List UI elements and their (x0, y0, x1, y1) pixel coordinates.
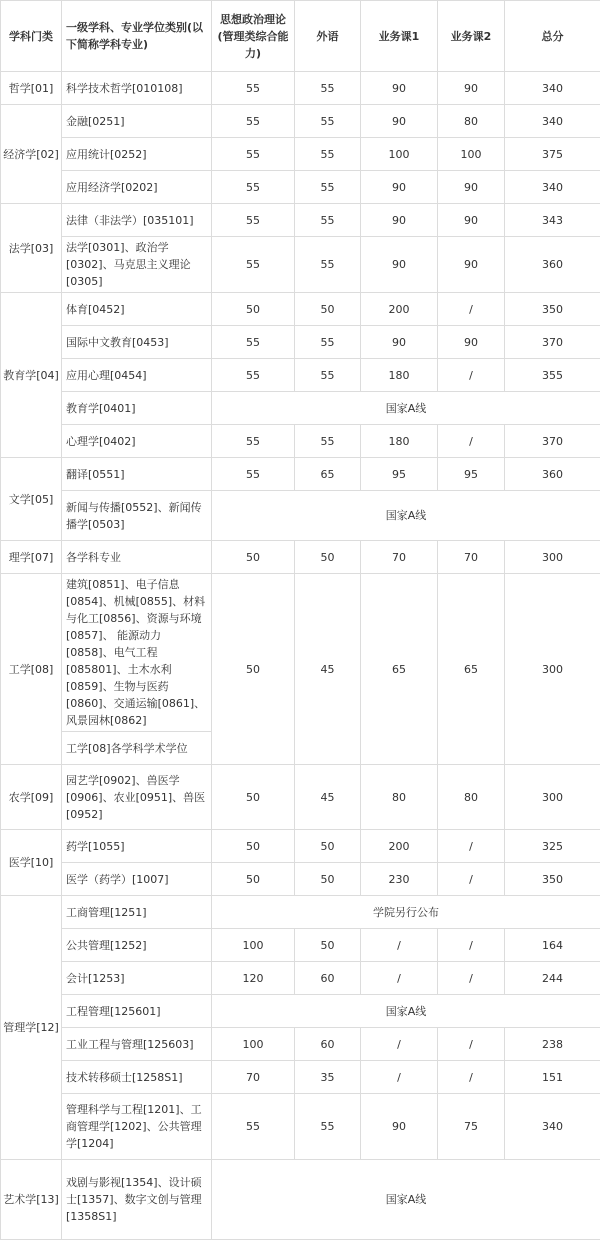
major-cell: 体育[0452] (62, 293, 212, 326)
score-course-1: 90 (361, 72, 438, 105)
table-row (1, 204, 600, 237)
score-politics: 55 (212, 204, 295, 237)
score-course-1: 90 (361, 171, 438, 204)
score-course-2: / (438, 929, 505, 962)
major-cell: 金融[0251] (62, 105, 212, 138)
table-row (1, 72, 600, 105)
score-politics: 55 (212, 1094, 295, 1160)
table-row (1, 171, 600, 204)
table-row (1, 896, 600, 929)
category-cell: 管理学[12] (1, 896, 62, 1160)
score-course-2: / (438, 425, 505, 458)
category-cell: 工学[08] (1, 574, 62, 765)
score-course-1: 180 (361, 425, 438, 458)
score-politics: 55 (212, 105, 295, 138)
score-foreign-language: 55 (295, 237, 361, 293)
score-politics: 70 (212, 1061, 295, 1094)
table-row (1, 1094, 600, 1160)
score-total: 350 (505, 863, 600, 896)
major-cell: 技术转移硕士[1258S1] (62, 1061, 212, 1094)
note-cell: 国家A线 (212, 995, 600, 1028)
score-foreign-language: 50 (295, 929, 361, 962)
category-cell: 哲学[01] (1, 72, 62, 105)
score-course-2: 75 (438, 1094, 505, 1160)
score-politics: 55 (212, 138, 295, 171)
major-cell: 应用统计[0252] (62, 138, 212, 171)
header-row (1, 1, 600, 72)
score-total: 300 (505, 574, 600, 765)
score-course-2: / (438, 962, 505, 995)
table-row (1, 962, 600, 995)
header-total: 总分 (505, 1, 600, 72)
score-total: 370 (505, 326, 600, 359)
score-politics: 55 (212, 326, 295, 359)
score-politics: 100 (212, 1028, 295, 1061)
score-foreign-language: 55 (295, 359, 361, 392)
major-cell: 翻译[0551] (62, 458, 212, 491)
score-course-1: 200 (361, 830, 438, 863)
major-cell: 工程管理[125601] (62, 995, 212, 1028)
score-politics: 55 (212, 458, 295, 491)
score-politics: 55 (212, 237, 295, 293)
score-total: 164 (505, 929, 600, 962)
category-cell: 农学[09] (1, 765, 62, 830)
score-course-2: / (438, 863, 505, 896)
major-cell: 新闻与传播[0552]、新闻传播学[0503] (62, 491, 212, 541)
score-course-1: 90 (361, 237, 438, 293)
header-politics: 思想政治理论(管理类综合能力) (212, 1, 295, 72)
major-cell: 法学[0301]、政治学[0302]、马克思主义理论[0305] (62, 237, 212, 293)
major-cell: 戏剧与影视[1354]、设计硕士[1357]、数字文创与管理[1358S1] (62, 1160, 212, 1240)
score-total: 300 (505, 765, 600, 830)
score-course-1: 90 (361, 204, 438, 237)
table-row (1, 392, 600, 425)
major-cell: 应用经济学[0202] (62, 171, 212, 204)
category-cell: 医学[10] (1, 830, 62, 896)
table-row (1, 326, 600, 359)
score-foreign-language: 55 (295, 1094, 361, 1160)
score-politics: 55 (212, 171, 295, 204)
score-course-2: 90 (438, 204, 505, 237)
score-course-2: 65 (438, 574, 505, 765)
score-politics: 100 (212, 929, 295, 962)
score-course-2: / (438, 1028, 505, 1061)
major-cell: 公共管理[1252] (62, 929, 212, 962)
score-total: 238 (505, 1028, 600, 1061)
score-course-2: 100 (438, 138, 505, 171)
score-foreign-language: 35 (295, 1061, 361, 1094)
score-course-2: / (438, 293, 505, 326)
table-row (1, 541, 600, 574)
score-total: 300 (505, 541, 600, 574)
score-foreign-language: 45 (295, 574, 361, 765)
major-cell: 法律（非法学）[035101] (62, 204, 212, 237)
score-course-1: 70 (361, 541, 438, 574)
score-course-1: 80 (361, 765, 438, 830)
score-course-2: / (438, 1061, 505, 1094)
major-cell: 工学[08]各学科学术学位 (62, 732, 212, 765)
table-row (1, 105, 600, 138)
score-total: 151 (505, 1061, 600, 1094)
score-course-2: 90 (438, 326, 505, 359)
table-row (1, 1061, 600, 1094)
category-cell: 经济学[02] (1, 105, 62, 204)
category-cell: 教育学[04] (1, 293, 62, 458)
major-cell: 建筑[0851]、电子信息[0854]、机械[0855]、材料与化工[0856]、资源与环境[0857]、 能源动力[0858]、电气工程[085801]、土木水利[0859]、生物与医药[0860]、交通运输[0861]、风景园林[0862] (62, 574, 212, 732)
note-cell: 国家A线 (212, 1160, 600, 1240)
major-cell: 国际中文教育[0453] (62, 326, 212, 359)
header-category: 学科门类 (1, 1, 62, 72)
score-course-1: / (361, 929, 438, 962)
table-row (1, 237, 600, 293)
header-course-2: 业务课2 (438, 1, 505, 72)
score-total: 340 (505, 105, 600, 138)
score-total: 343 (505, 204, 600, 237)
score-course-2: 80 (438, 765, 505, 830)
score-foreign-language: 55 (295, 72, 361, 105)
score-course-2: / (438, 830, 505, 863)
major-cell: 各学科专业 (62, 541, 212, 574)
table-row (1, 830, 600, 863)
score-course-1: / (361, 962, 438, 995)
category-cell: 艺术学[13] (1, 1160, 62, 1240)
score-course-2: 90 (438, 237, 505, 293)
table-row (1, 574, 600, 732)
major-cell: 心理学[0402] (62, 425, 212, 458)
category-cell: 文学[05] (1, 458, 62, 541)
major-cell: 应用心理[0454] (62, 359, 212, 392)
table-row (1, 1028, 600, 1061)
score-course-1: 65 (361, 574, 438, 765)
score-total: 360 (505, 458, 600, 491)
score-course-1: / (361, 1028, 438, 1061)
category-cell: 理学[07] (1, 541, 62, 574)
table-row (1, 138, 600, 171)
major-cell: 工业工程与管理[125603] (62, 1028, 212, 1061)
category-cell: 法学[03] (1, 204, 62, 293)
major-cell: 科学技术哲学[010108] (62, 72, 212, 105)
score-total: 340 (505, 72, 600, 105)
score-course-1: 230 (361, 863, 438, 896)
major-cell: 教育学[0401] (62, 392, 212, 425)
score-total: 244 (505, 962, 600, 995)
table-row (1, 863, 600, 896)
score-total: 375 (505, 138, 600, 171)
score-foreign-language: 55 (295, 326, 361, 359)
score-course-1: 200 (361, 293, 438, 326)
score-foreign-language: 55 (295, 204, 361, 237)
score-politics: 50 (212, 863, 295, 896)
major-cell: 工商管理[1251] (62, 896, 212, 929)
score-course-1: 95 (361, 458, 438, 491)
score-politics: 50 (212, 765, 295, 830)
score-total: 350 (505, 293, 600, 326)
score-course-2: 80 (438, 105, 505, 138)
score-course-1: 90 (361, 326, 438, 359)
score-foreign-language: 55 (295, 171, 361, 204)
score-foreign-language: 55 (295, 105, 361, 138)
score-total: 340 (505, 171, 600, 204)
score-politics: 55 (212, 72, 295, 105)
score-politics: 50 (212, 541, 295, 574)
note-cell: 国家A线 (212, 491, 600, 541)
score-foreign-language: 65 (295, 458, 361, 491)
score-foreign-language: 60 (295, 1028, 361, 1061)
score-course-2: 90 (438, 171, 505, 204)
score-course-2: / (438, 359, 505, 392)
score-course-1: 90 (361, 105, 438, 138)
table-row (1, 425, 600, 458)
major-cell: 会计[1253] (62, 962, 212, 995)
major-cell: 管理科学与工程[1201]、工商管理学[1202]、公共管理学[1204] (62, 1094, 212, 1160)
score-foreign-language: 60 (295, 962, 361, 995)
major-cell: 园艺学[0902]、兽医学[0906]、农业[0951]、兽医[0952] (62, 765, 212, 830)
score-course-1: / (361, 1061, 438, 1094)
score-politics: 55 (212, 359, 295, 392)
score-politics: 55 (212, 425, 295, 458)
score-course-2: 90 (438, 72, 505, 105)
score-foreign-language: 45 (295, 765, 361, 830)
score-politics: 50 (212, 830, 295, 863)
score-politics: 120 (212, 962, 295, 995)
table-row (1, 765, 600, 830)
score-foreign-language: 50 (295, 830, 361, 863)
major-cell: 医学（药学）[1007] (62, 863, 212, 896)
score-course-2: 95 (438, 458, 505, 491)
score-foreign-language: 50 (295, 293, 361, 326)
score-total: 340 (505, 1094, 600, 1160)
score-politics: 50 (212, 293, 295, 326)
score-foreign-language: 55 (295, 138, 361, 171)
score-foreign-language: 50 (295, 541, 361, 574)
score-foreign-language: 50 (295, 863, 361, 896)
note-cell: 学院另行公布 (212, 896, 600, 929)
score-politics: 50 (212, 574, 295, 765)
table-row (1, 491, 600, 541)
score-course-1: 100 (361, 138, 438, 171)
table-row (1, 458, 600, 491)
score-course-1: 180 (361, 359, 438, 392)
table-row (1, 359, 600, 392)
header-foreign-language: 外语 (295, 1, 361, 72)
table-row (1, 929, 600, 962)
score-total: 370 (505, 425, 600, 458)
header-course-1: 业务课1 (361, 1, 438, 72)
score-total: 360 (505, 237, 600, 293)
score-course-1: 90 (361, 1094, 438, 1160)
note-cell: 国家A线 (212, 392, 600, 425)
table-row (1, 995, 600, 1028)
header-major: 一级学科、专业学位类别(以下简称学科专业) (62, 1, 212, 72)
score-total: 325 (505, 830, 600, 863)
score-course-2: 70 (438, 541, 505, 574)
table-row (1, 1160, 600, 1240)
major-cell: 药学[1055] (62, 830, 212, 863)
score-foreign-language: 55 (295, 425, 361, 458)
score-total: 355 (505, 359, 600, 392)
table-row (1, 293, 600, 326)
